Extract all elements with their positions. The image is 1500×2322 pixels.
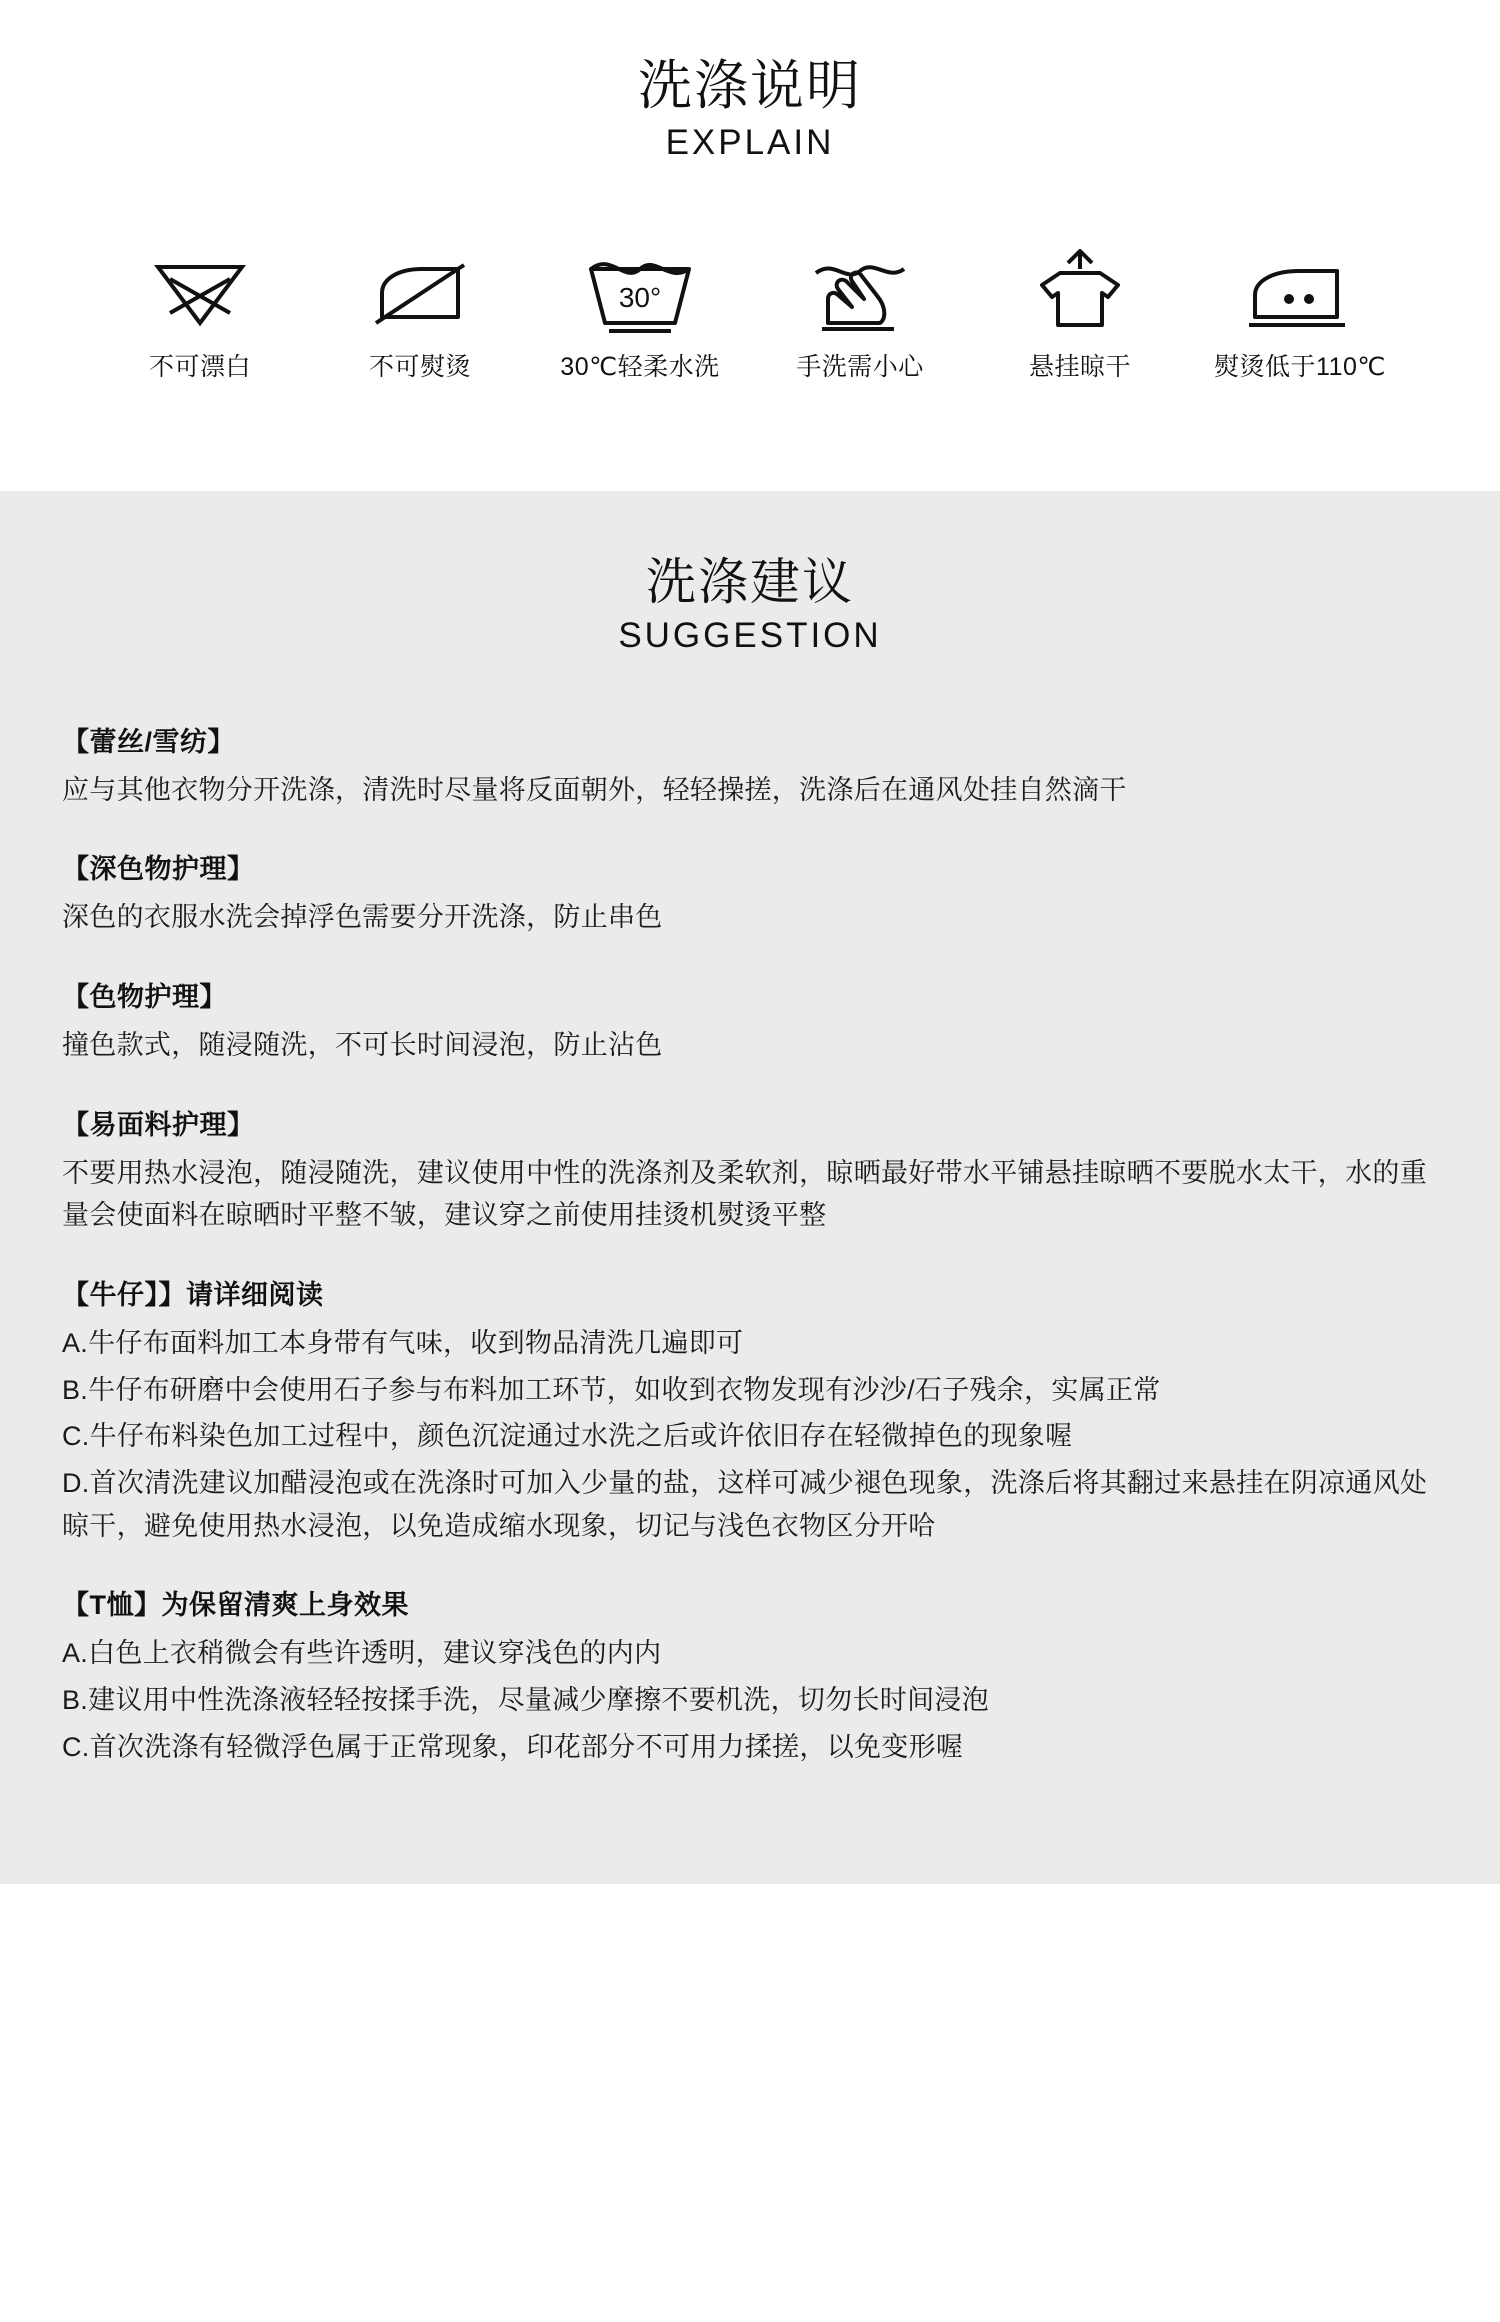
section-line: B.牛仔布研磨中会使用石子参与布料加工环节，如收到衣物发现有沙沙/石子残余，实属正常 [62,1374,1161,1405]
care-symbol-label: 不可漂白 [148,352,251,381]
care-symbol-no-bleach [90,241,310,383]
section-line: 撞色款式，随浸随洗，不可长时间浸泡，防止沾色 [62,1030,663,1060]
section-line: A.白色上衣稍微会有些许透明，建议穿浅色的内内 [62,1638,662,1669]
section-line: 应与其他衣物分开洗涤，清洗时尽量将反面朝外，轻轻操搓，洗涤后在通风处挂自然滴干 [62,774,1127,805]
section-body [62,1024,1438,1067]
care-symbol-row [0,241,1500,383]
explain-header [0,0,1500,163]
care-symbol-iron-low [1190,241,1410,383]
section-heading: 【色物护理】 [62,982,227,1012]
section-heading: 【T恤】为保留清爽上身效果 [62,1590,409,1621]
care-symbol-wash-30 [530,241,750,383]
suggestion-section-denim [62,1273,1438,1547]
care-symbol-label: 手洗需小心 [796,352,924,381]
care-symbol-hand-wash [750,241,970,383]
explain-title-cn: 洗涤说明 [638,56,862,116]
no-iron-icon [310,241,530,333]
care-symbol-label: 30℃轻柔水洗 [560,352,720,381]
section-body [62,1322,1438,1547]
care-symbol-hang-dry [970,241,1190,383]
section-line: C.牛仔布料染色加工过程中，颜色沉淀通过水洗之后或许依旧存在轻微掉色的现象喔 [62,1421,1073,1452]
suggestion-section-dark-colors [62,847,1438,939]
care-symbol-label: 悬挂晾干 [1028,352,1131,381]
section-line: C.首次洗涤有轻微浮色属于正常现象，印花部分不可用力揉搓，以免变形喔 [62,1731,964,1762]
section-body [62,896,1438,939]
section-body [62,1632,1438,1768]
section-body [62,769,1438,812]
suggestion-section-delicate-fabric [62,1103,1438,1237]
care-symbol-label: 熨烫低于110℃ [1214,352,1386,381]
care-symbol-no-iron [310,241,530,383]
section-line: D.首次清洗建议加醋浸泡或在洗涤时可加入少量的盐，这样可减少褪色现象，洗涤后将其翻过来悬挂在阴凉通风处晾干，避免使用热水浸泡，以免造成缩水现象，切记与浅色衣物区分开哈 [62,1467,1428,1541]
no-bleach-icon [90,241,310,333]
suggestion-section-lace-chiffon [62,720,1438,812]
suggestion-title-cn: 洗涤建议 [646,553,854,610]
section-line: 不要用热水浸泡，随浸随洗，建议使用中性的洗涤剂及柔软剂，晾晒最好带水平铺悬挂晾晒不要脱水太干，水的重量会使面料在晾晒时平整不皱，建议穿之前使用挂烫机熨烫平整 [62,1157,1427,1231]
iron-low-temp-icon [1190,241,1410,333]
section-heading: 【易面料护理】 [62,1109,255,1140]
suggestion-section-colored-items [62,975,1438,1067]
explain-title-en: EXPLAIN [665,122,835,162]
section-heading: 【蕾丝/雪纺】 [62,726,236,757]
section-line: 深色的衣服水洗会掉浮色需要分开洗涤，防止串色 [62,902,663,933]
suggestion-title-en: SUGGESTION [618,615,882,655]
hand-wash-icon [750,241,970,333]
svg-text:30°: 30° [618,281,662,313]
section-body [62,1152,1438,1237]
suggestion-header [62,555,1438,656]
section-heading: 【牛仔】】请详细阅读 [62,1279,324,1310]
wash-30-gentle-icon [530,241,750,333]
section-line: A.牛仔布面料加工本身带有气味，收到物品清洗几遍即可 [62,1327,744,1358]
section-line: B.建议用中性洗涤液轻轻按揉手洗，尽量减少摩擦不要机洗，切勿长时间浸泡 [62,1684,990,1715]
hang-dry-icon [970,241,1190,333]
section-heading: 【深色物护理】 [62,854,255,885]
suggestion-section-tshirt [62,1583,1438,1768]
suggestion-panel [0,491,1500,1885]
care-symbol-label: 不可熨烫 [368,352,471,381]
